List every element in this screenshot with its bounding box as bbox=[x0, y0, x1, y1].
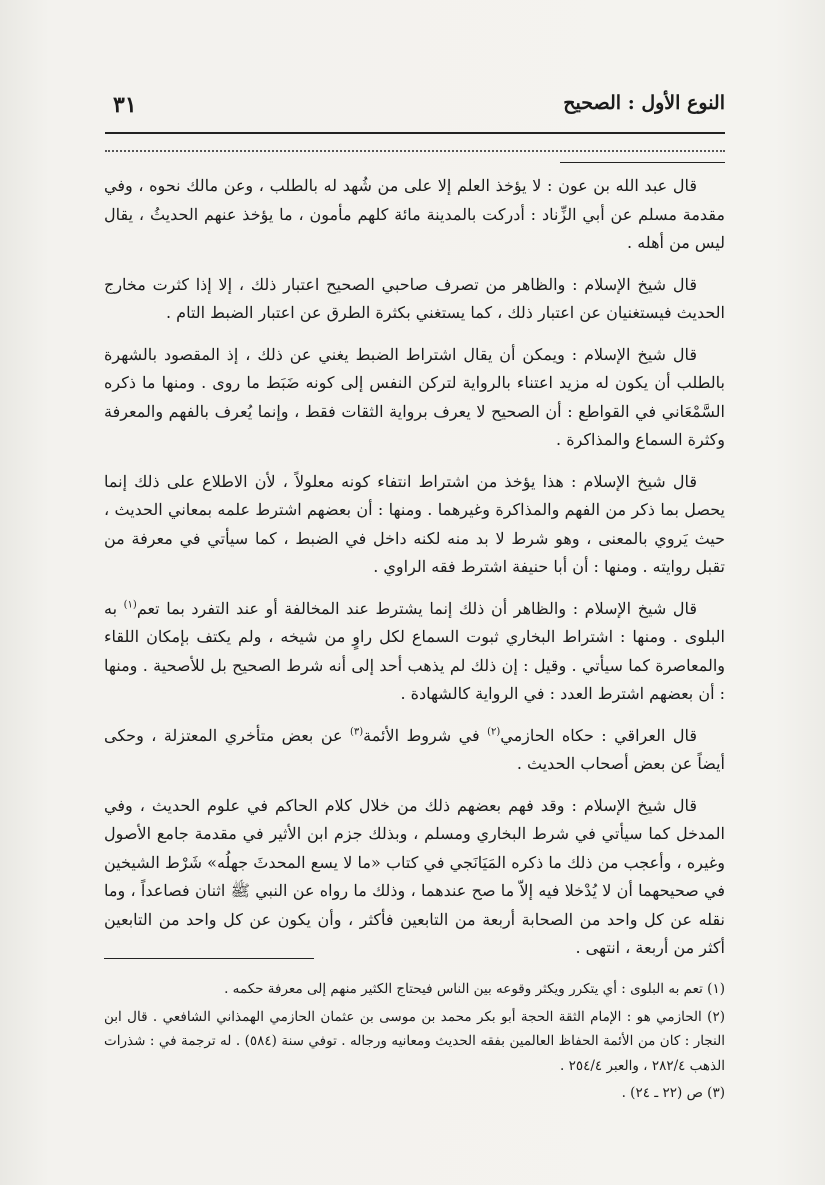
paragraph-4-text: قال شيخ الإسلام : هذا يؤخذ من اشتراط انتفاء كونه معلولاً ، لأن الاطلاع على ذلك إنما يحصل بما ذكر من الفهم والمذاكرة وغيرهما . ومنها : أن بعضهم اشترط علمه بمعاني الحديث ، حيث يَروي بالمعنى ، وهو شرط لا بد منه لكنه داخل في الضبط ، كما سيأتي في معرفة من تقبل روايته . ومنها : أن أبا حنيفة اشترط فقه الراوي . bbox=[104, 471, 725, 576]
paragraph-4 bbox=[104, 468, 725, 582]
paragraph-6-text-cont: في شروط الأئمة bbox=[363, 725, 488, 745]
footnote-separator bbox=[104, 958, 314, 959]
footnote-1: (١) تعم به البلوى : أي يتكرر ويكثر وقوعه بين الناس فيحتاج الكثير منهم إلى معرفة حكمه . bbox=[224, 981, 725, 997]
page-number: ٣١ bbox=[113, 92, 137, 118]
short-separator bbox=[560, 162, 725, 163]
paragraph-5-text-cont: به البلوى . ومنها : اشتراط البخاري ثبوت السماع لكل راوٍ من شيخه ، ولم يكتف بإمكان اللقاء والمعاصرة كما سيأتي . وقيل : إن ذلك لم يذهب أحد إلى أنه شرط الصحيح بل للأصحية . ومنها : أن بعضهم اشترط العدد : في الرواية كالشهادة . bbox=[104, 598, 725, 703]
paragraph-1-text: قال عبد الله بن عون : لا يؤخذ العلم إلا على من شُهد له بالطلب ، وعن مالك نحوه ، وفي مقدمة مسلم عن أبي الزِّناد : أدركت بالمدينة مائة كلهم مأمون ، ما يؤخذ عنهم الحديثُ ، يقال ليس من أهله . bbox=[104, 176, 725, 252]
paragraph-1 bbox=[104, 172, 725, 258]
paragraph-6-text-cont2: عن بعض متأخري المعتزلة ، وحكى أيضاً عن بعض أصحاب الحديث . bbox=[104, 725, 725, 773]
paragraph-2 bbox=[104, 271, 725, 328]
footnote-ref-1[interactable]: (١) bbox=[123, 599, 137, 611]
paragraph-6 bbox=[104, 722, 725, 779]
footnote-2: (٢) الحازمي هو : الإمام الثقة الحجة أبو بكر محمد بن موسى بن عثمان الحازمي الهمذاني الشافعي . قال ابن النجار : كان من الأئمة الحفاظ العالمين بفقه الحديث ومعانيه ورجاله . توفي سنة (٥٨٤) . له ترجمة في : شذرات الذهب ٢٨٢/٤ ، والعبر ٢٥٤/٤ . bbox=[104, 1008, 725, 1074]
paragraph-3 bbox=[104, 341, 725, 455]
paragraph-6-text: قال العراقي : حكاه الحازمي bbox=[500, 725, 697, 745]
footnote-ref-2[interactable]: (٢) bbox=[487, 726, 501, 738]
paragraph-5-text: قال شيخ الإسلام : والظاهر أن ذلك إنما يشترط عند المخالفة أو عند التفرد بما تعم bbox=[136, 598, 697, 618]
paragraph-7 bbox=[104, 792, 725, 963]
paragraph-3-text: قال شيخ الإسلام : ويمكن أن يقال اشتراط الضبط يغني عن ذلك ، إذ المقصود بالشهرة بالطلب أن يكون له مزيد اعتناء بالرواية لتركن النفس إلى كونه ضَبَط ما روى . ومنها ما ذكره السَّمْعَاني في القواطع : أن الصحيح لا يعرف برواية الثقات فقط ، وإنما يُعرف بالفهم والمعرفة وكثرة السماع والمذاكرة . bbox=[104, 344, 725, 449]
paragraph-5 bbox=[104, 595, 725, 709]
footnote-3: (٣) ص (٢٢ ـ ٢٤) . bbox=[621, 1085, 725, 1101]
paragraph-2-text: قال شيخ الإسلام : والظاهر من تصرف صاحبي الصحيح اعتبار ذلك ، إلا إذا كثرت مخارج الحديث فيستغنيان عن اعتبار ذلك ، كما يستغني بكثرة الطرق عن اعتبار الضبط التام . bbox=[104, 274, 725, 322]
dotted-separator bbox=[105, 150, 725, 152]
footnotes bbox=[104, 977, 725, 1109]
main-text bbox=[104, 172, 725, 976]
footnote-ref-3[interactable]: (٣) bbox=[349, 726, 364, 738]
running-header bbox=[105, 92, 725, 134]
running-title: النوع الأول : الصحيح bbox=[563, 92, 725, 114]
paragraph-7-text: قال شيخ الإسلام : وقد فهم بعضهم ذلك من خلال كلام الحاكم في علوم الحديث ، وفي المدخل كما سيأتي في شرط البخاري ومسلم ، وبذلك جزم ابن الأثير في مقدمة جامع الأصول وغيره ، وأعجب من ذلك ما ذكره المَيَانَجي في كتاب «ما لا يسع المحدثَ جهلُه» شَرْط الشيخين في صحيحهما أن لا يُدْخلا فيه إلاّ ما صح عندهما ، وذلك ما رواه عن النبي ﷺ اثنان فصاعداً ، وما نقله عن كل واحد من الصحابة أربعة من التابعين فأكثر ، وأن يكون عن كل واحد من التابعين أكثر من أربعة ، انتهى . bbox=[104, 795, 725, 957]
